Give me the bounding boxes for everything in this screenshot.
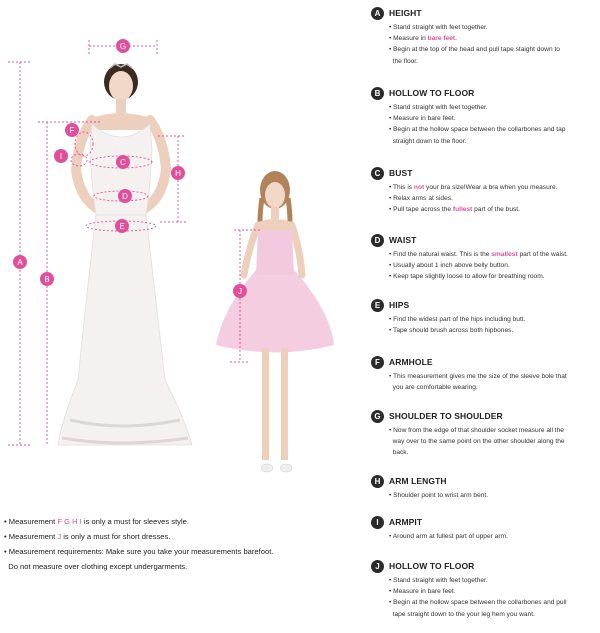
instruction-line [389, 586, 597, 597]
section-header [371, 409, 597, 423]
bullet: • [389, 373, 394, 380]
text-part: back. [392, 449, 409, 457]
section-height [371, 6, 597, 67]
instruction-line [389, 44, 597, 55]
section-title: BUST [389, 168, 413, 178]
letter-badge: H [371, 475, 384, 488]
instruction-line [389, 371, 597, 382]
instruction-line [389, 490, 597, 501]
svg-text:J: J [238, 287, 242, 296]
text-part: Measurement requirements: Make sure you take your measurements barefoot. [8, 547, 274, 556]
instruction-line [389, 33, 597, 44]
highlight-text: F G H I [57, 517, 82, 526]
marker-a [13, 255, 27, 269]
section-title: ARM LENGTH [389, 476, 447, 486]
instruction-line [389, 193, 597, 204]
section-lines [389, 425, 597, 459]
highlight-text: bare feet [427, 35, 456, 43]
marker-d [118, 189, 132, 203]
bullet: • [389, 35, 394, 43]
highlight-text: fullest [452, 206, 473, 214]
marker-b [40, 272, 54, 286]
text-part: Keep tape slightly loose to allow for breathing room. [393, 273, 545, 281]
bullet: • [389, 533, 393, 540]
section-lines [389, 575, 597, 620]
section-armpit [371, 515, 597, 542]
bullet: • [389, 427, 394, 434]
bullet: • [389, 262, 394, 270]
instruction-line [389, 531, 597, 542]
bullet: • [389, 492, 394, 499]
text-part: Measurement [8, 517, 58, 526]
bullet: • [4, 547, 9, 556]
section-header [371, 559, 597, 573]
text-part: you are comfortable wearing. [392, 384, 478, 392]
section-lines [389, 531, 597, 542]
section-header [371, 298, 597, 312]
text-part: straight down to the floor. [392, 137, 467, 145]
section-lines [389, 182, 597, 216]
section-arm-length [371, 474, 597, 501]
bullet: • [389, 251, 394, 258]
text-part: Measurement [8, 532, 58, 541]
bullet: • [389, 327, 394, 335]
bullet: • [4, 532, 9, 541]
section-title: ARMPIT [389, 517, 423, 527]
bullet: • [389, 195, 394, 203]
bullet: • [389, 577, 394, 584]
section-title: ARMHOLE [389, 357, 433, 367]
instruction-line [389, 314, 597, 325]
section-header [371, 86, 597, 100]
section-header [371, 233, 597, 247]
text-part: Relax arms at sides. [393, 195, 453, 203]
instruction-line [389, 56, 597, 67]
section-lines [389, 22, 597, 67]
instruction-line [389, 249, 597, 260]
bride-figure [58, 64, 192, 445]
section-header [371, 355, 597, 369]
section-title: WAIST [389, 235, 417, 245]
section-header [371, 474, 597, 488]
instruction-line [389, 597, 597, 608]
marker-c [116, 155, 130, 169]
letter-badge: A [371, 7, 384, 20]
section-lines [389, 249, 597, 283]
note-line [4, 544, 344, 559]
text-part: Measure in bare feet. [393, 588, 456, 596]
highlight-text: smallest [491, 251, 518, 258]
marker-e [115, 219, 129, 233]
instruction-line [389, 447, 597, 458]
svg-text:E: E [119, 222, 125, 231]
note-line [4, 514, 344, 529]
text-part: part of the waist. [517, 251, 568, 258]
marker-j [233, 284, 247, 298]
bullet: • [389, 46, 394, 54]
highlight-text: not [413, 184, 425, 191]
section-lines [389, 371, 597, 393]
svg-text:H: H [175, 169, 181, 178]
instruction-line [389, 271, 597, 282]
letter-badge: G [371, 410, 384, 423]
text-part: Begin at the hollow space between the collarbones and tap [393, 126, 566, 134]
section-lines [389, 490, 597, 501]
text-part: Begin at the hollow space between the collarbones and pull [393, 599, 567, 607]
instruction-line [389, 113, 597, 124]
section-title: SHOULDER TO SHOULDER [389, 411, 503, 421]
text-part: This is [393, 184, 414, 191]
bullet: • [4, 517, 9, 526]
text-part: way over to the same point on the other shoulder along the [392, 438, 565, 446]
section-waist [371, 233, 597, 283]
measurement-notes [4, 514, 344, 574]
svg-text:D: D [122, 192, 128, 201]
text-part: Measure in bare feet. [393, 115, 456, 123]
instruction-line [389, 425, 597, 436]
text-part: Now from the edge of that shoulder socket measure all the [393, 427, 564, 434]
svg-text:B: B [44, 275, 50, 284]
instruction-line [389, 136, 597, 147]
marker-f [65, 123, 79, 137]
text-part: tape straight down to the your leg hem you want. [392, 610, 535, 618]
instruction-line [389, 22, 597, 33]
text-part: Begin at the top of the head and pull tape staight down to [393, 46, 560, 54]
text-part: Find the widest part of the hips including butt. [393, 316, 526, 323]
bullet: • [389, 126, 394, 134]
marker-h [171, 166, 185, 180]
instruction-line [389, 102, 597, 113]
section-header [371, 166, 597, 180]
note-line [4, 559, 344, 574]
section-hollow-to-hem [371, 559, 597, 620]
text-part: Do not measure over clothing except undergarments. [8, 562, 188, 571]
instruction-line [389, 204, 597, 215]
letter-badge: J [371, 560, 384, 573]
girl-figure [216, 171, 334, 472]
text-part: your bra size!Wear a bra when you measure. [424, 184, 558, 191]
section-title: HEIGHT [389, 8, 422, 18]
instruction-line [389, 182, 597, 193]
bullet: • [389, 206, 394, 214]
instruction-line [389, 124, 597, 135]
note-line [4, 529, 344, 544]
section-lines [389, 314, 597, 336]
text-part: the floor. [392, 57, 418, 65]
text-part: is only a must for sleeves style. [81, 517, 189, 526]
text-part: Measure in [393, 35, 428, 43]
text-part: Tape should brush across both hipbones. [393, 327, 514, 335]
section-lines [389, 102, 597, 147]
section-hollow-to-floor [371, 86, 597, 147]
section-hips [371, 298, 597, 336]
text-part: Stand straight with feet together. [393, 24, 488, 31]
bullet: • [389, 588, 394, 596]
svg-text:G: G [119, 42, 127, 51]
text-part: Around arm at fullest part of upper arm. [392, 533, 508, 540]
text-part: . [455, 35, 457, 43]
section-shoulder-to-shoulder [371, 409, 597, 459]
bullet: • [389, 24, 394, 31]
text-part: Stand straight with feet together. [393, 577, 488, 584]
text-part: Usually about 1 inch above belly button. [393, 262, 510, 270]
text-part: This measurement gives me the size of the sleeve bole that [393, 373, 567, 380]
letter-badge: C [371, 167, 384, 180]
text-part: part of the bust. [472, 206, 520, 214]
text-part: Shoulder point to wrist arm bent. [393, 492, 489, 499]
section-header [371, 515, 597, 529]
section-title: HOLLOW TO FLOOR [389, 88, 475, 98]
section-header [371, 6, 597, 20]
marker-i [54, 149, 68, 163]
bullet: • [389, 104, 394, 111]
text-part: Find the natural waist. This is the [393, 251, 492, 258]
highlight-text: J [57, 532, 62, 541]
bullet: • [389, 273, 394, 281]
bullet: • [389, 115, 394, 123]
svg-text:A: A [17, 258, 23, 267]
instruction-line [389, 575, 597, 586]
svg-text:C: C [120, 158, 126, 167]
section-bust [371, 166, 597, 216]
bullet: • [389, 316, 394, 323]
letter-badge: D [371, 234, 384, 247]
instruction-line [389, 382, 597, 393]
instruction-line [389, 609, 597, 620]
text-part: Stand straight with feet together. [393, 104, 488, 111]
instruction-line [389, 436, 597, 447]
letter-badge: F [371, 356, 384, 369]
instruction-line [389, 325, 597, 336]
instruction-line [389, 260, 597, 271]
letter-badge: B [371, 87, 384, 100]
letter-badge: E [371, 299, 384, 312]
text-part: Pull tape across the [393, 206, 453, 214]
section-title: HIPS [389, 300, 410, 310]
svg-text:F: F [69, 126, 75, 135]
measurement-illustration [0, 0, 360, 500]
marker-g [116, 39, 130, 53]
text-part: is only a must for short dresses. [61, 532, 171, 541]
section-title: HOLLOW TO FLOOR [389, 561, 475, 571]
svg-text:I: I [59, 152, 63, 161]
section-armhole [371, 355, 597, 393]
letter-badge: I [371, 516, 384, 529]
bullet: • [389, 184, 394, 191]
bullet: • [389, 599, 394, 607]
